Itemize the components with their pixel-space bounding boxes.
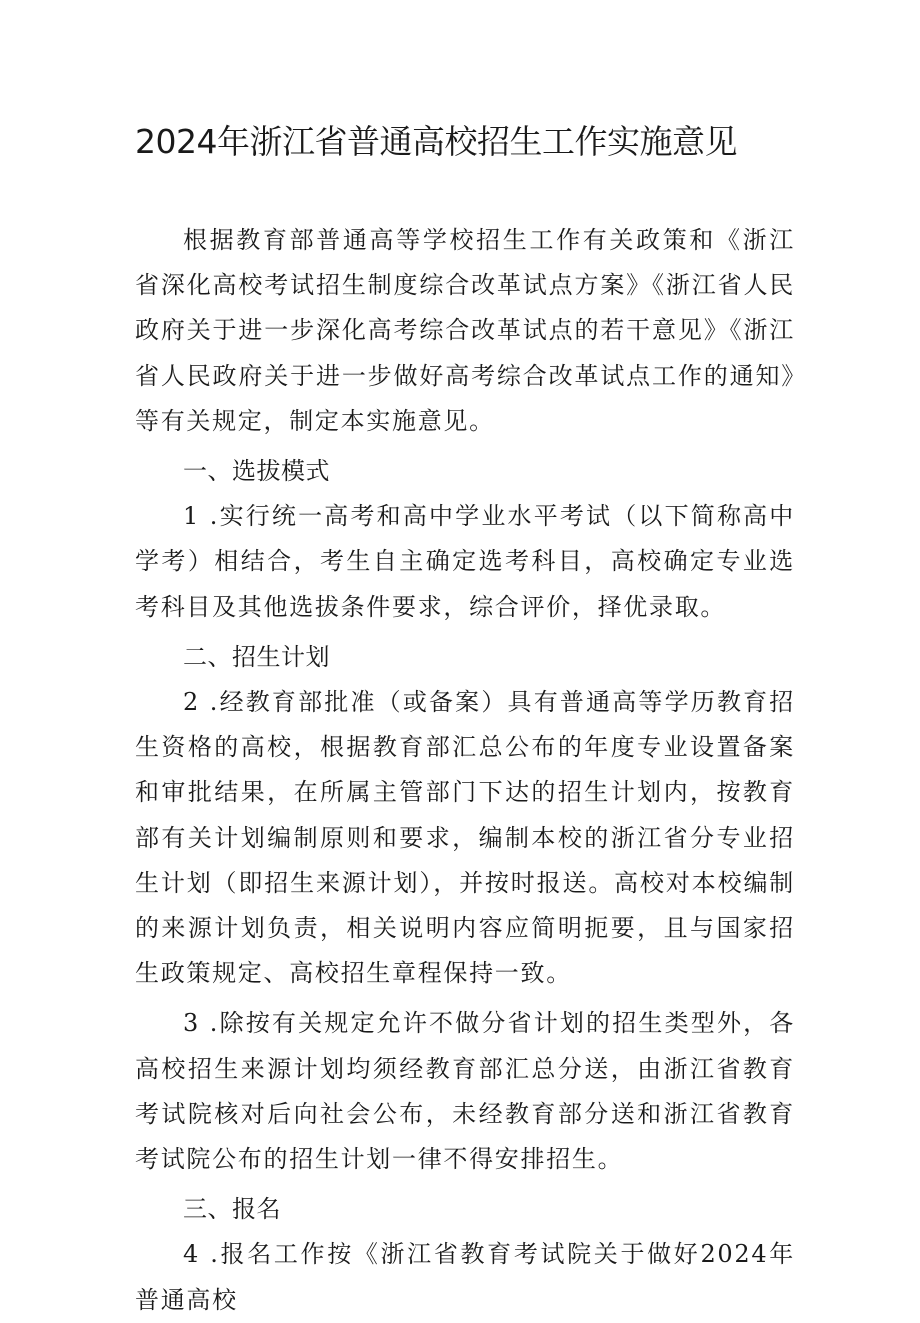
section-heading-registration: 三、报名 <box>183 1195 281 1224</box>
paragraph-4: 4 .报名工作按《浙江省教育考试院关于做好2024年普通高校 <box>135 1240 795 1314</box>
paragraph-1: 1 .实行统一高考和高中学业水平考试（以下简称高中学考）相结合，考生自主确定选考科目，高校确定专业选考科目及其他选拔条件要求，综合评价，择优录取。 <box>135 502 795 621</box>
paragraph-3: 3 .除按有关规定允许不做分省计划的招生类型外，各高校招生来源计划均须经教育部汇总分送，由浙江省教育考试院核对后向社会公布，未经教育部分送和浙江省教育考试院公布的招生计划一律不得安排招生。 <box>135 1009 795 1174</box>
section-heading-enrollment-plan: 二、招生计划 <box>183 642 330 671</box>
intro-paragraph: 根据教育部普通高等学校招生工作有关政策和《浙江省深化高校考试招生制度综合改革试点方案》《浙江省人民政府关于进一步深化高考综合改革试点的若干意见》《浙江省人民政府关于进一步做好高考综合改革试点工作的通知》等有关规定，制定本实施意见。 <box>135 226 795 435</box>
paragraph-2: 2 .经教育部批准（或备案）具有普通高等学历教育招生资格的高校，根据教育部汇总公布的年度专业设置备案和审批结果，在所属主管部门下达的招生计划内，按教育部有关计划编制原则和要求，编制本校的浙江省分专业招生计划（即招生来源计划），并按时报送。高校对本校编制的来源计划负责，相关说明内容应简明扼要，且与国家招生政策规定、高校招生章程保持一致。 <box>135 688 795 988</box>
document-body <box>135 218 795 1323</box>
section-heading-selection-mode: 一、选拔模式 <box>183 457 330 486</box>
document-title: 2024年浙江省普通高校招生工作实施意见 <box>135 122 737 161</box>
